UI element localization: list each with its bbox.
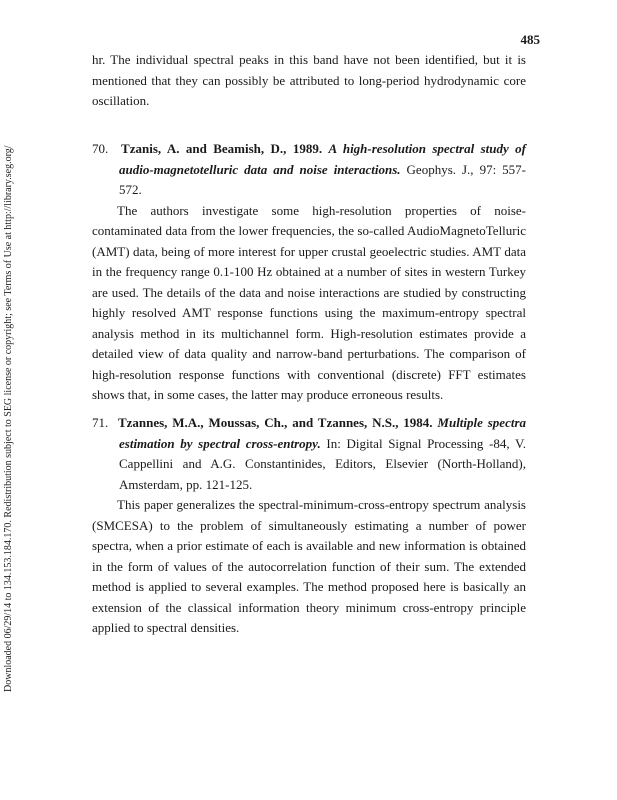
entry-70-abstract: The authors investigate some high-resolution properties of noise-contaminated data from the lower frequencies, the so-called AudioMagnetoTelluric (AMT) data, being of more interest for upper crustal geoelectric studies. AMT data in the frequency range 0.1-100 Hz obtained at a number of sites in western Turkey are used. The details of the data and noise interactions are studied by constructing highly resolved AMT response functions using the maximum-entropy spectral analysis method in its multichannel form. High-resolution estimates provide a detailed view of data quality and narrow-band perturbations. The comparison of high-resolution response functions with conventional (discrete) FFT estimates shows that, in some cases, the latter may produce erroneous results. <box>92 202 526 402</box>
entry-71-abstract: This paper generalizes the spectral-minimum-cross-entropy spectrum analysis (SMCESA) to the problem of simultaneously estimating a number of power spectra, when a prior estimate of each is available and new information is obtained in the form of values of the autocorrelation function of their sum. The extended method is applied to several examples. The method proposed here is basically an extension of the classical information theory minimum cross-entropy principle applied to spectral densities. <box>92 497 526 635</box>
download-notice <box>2 124 16 692</box>
entry-title: A high-resolution spectral study of audio-magnetotelluric data and noise interactions. <box>119 141 526 177</box>
page-number: 485 <box>520 32 540 47</box>
entry-source: Geophys. J., 97: 557-572. <box>119 161 527 197</box>
download-notice-text: Downloaded 06/29/14 to 134.153.184.170. Redistribution subject to SEG license or copyright; see Terms of Use at http://library.seg.org/ <box>3 145 14 692</box>
entry-70-citation <box>92 139 526 201</box>
entry-number: 71. <box>92 415 109 430</box>
entry-71-citation <box>92 413 526 495</box>
entry-source: In: Digital Signal Processing -84, V. Cappellini and A.G. Constantinides, Editors, Elsevier (North-Holland), Amsterdam, pp. 121-125. <box>119 435 527 492</box>
entry-70 <box>92 139 526 406</box>
entry-number: 70. <box>92 141 109 156</box>
continuation-paragraph <box>92 50 526 112</box>
entry-authors: Tzanis, A. and Beamish, D., 1989. <box>121 141 323 156</box>
entry-authors: Tzannes, M.A., Moussas, Ch., and Tzannes, N.S., 1984. <box>117 415 433 430</box>
continuation-text: hr. The individual spectral peaks in this band have not been identified, but it is mentioned that they can possibly be attributed to long-period hydrodynamic core oscillation. <box>92 52 526 108</box>
entry-71 <box>92 413 526 639</box>
entry-title: Multiple spectra estimation by spectral cross-entropy. <box>119 415 527 451</box>
